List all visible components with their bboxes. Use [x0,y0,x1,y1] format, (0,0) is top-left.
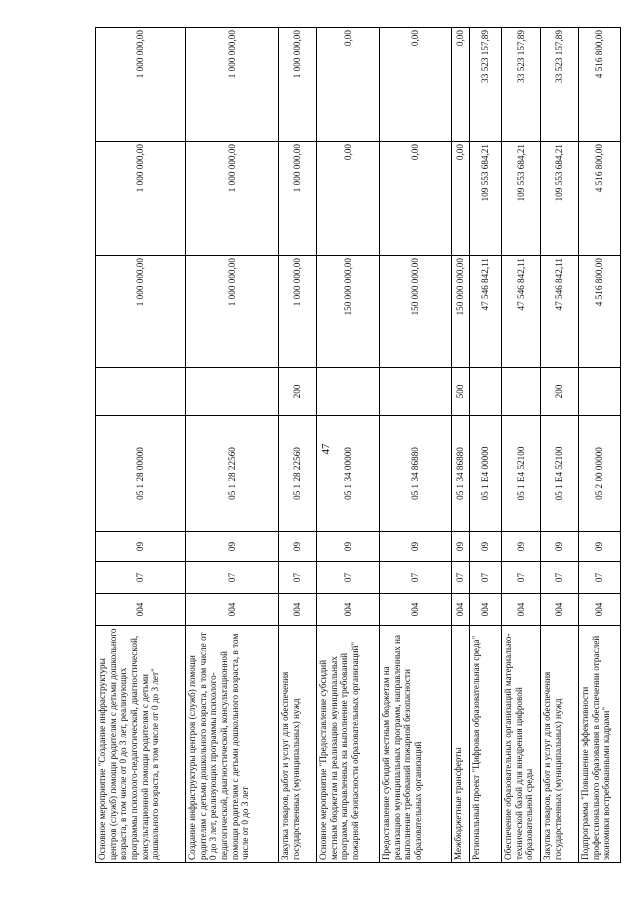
row-name: Межбюджетные трансферты [452,626,470,863]
cell-amount-year2: 0,00 [317,142,380,256]
cell-section: 07 [317,562,380,594]
cell-grbs: 004 [186,594,279,626]
cell-grbs: 004 [470,594,502,626]
cell-amount-year2: 109 553 684,21 [470,142,502,256]
cell-grbs: 004 [380,594,452,626]
cell-amount-year3: 33 523 157,89 [470,28,502,142]
table-row [279,28,317,863]
cell-amount-year2: 1 000 000,00 [186,142,279,256]
cell-grbs: 004 [579,594,621,626]
table-row [317,28,380,863]
cell-target-article: 05 1 E4 00000 [470,416,502,532]
cell-amount-year1: 47 546 842,11 [470,256,502,368]
cell-amount-year2: 4 516 800,00 [579,142,621,256]
cell-expense-type [186,368,279,416]
row-name: Основное мероприятие "Предоставление субсидий местным бюджетам на реализацию муниципальных программ, направленных на выполнение требований пожарной безопасности образовательных организаций" [317,626,380,863]
cell-expense-type [579,368,621,416]
table-row [452,28,470,863]
row-name: Закупка товаров, работ и услуг для обеспечения государственных (муниципальных) нужд [279,626,317,863]
cell-target-article: 05 1 34 86880 [380,416,452,532]
cell-subsection: 09 [380,532,452,562]
cell-amount-year1: 150 000 000,00 [317,256,380,368]
cell-grbs: 004 [452,594,470,626]
cell-subsection: 09 [317,532,380,562]
cell-amount-year3: 1 000 000,00 [96,28,186,142]
cell-amount-year3: 0,00 [380,28,452,142]
cell-amount-year1: 47 546 842,11 [541,256,579,368]
budget-table-rotated [95,28,612,863]
cell-amount-year3: 0,00 [317,28,380,142]
row-name: Подпрограмма "Повышение эффективности профессионального образования в обеспечении отраслей экономики востребованными кадрами" [579,626,621,863]
table-row [380,28,452,863]
table-row [186,28,279,863]
cell-target-article: 05 1 34 00000 [317,416,380,532]
row-name: Региональный проект "Цифровая образовательная среда" [470,626,502,863]
row-name: Закупка товаров, работ и услуг для обеспечения государственных (муниципальных) нужд [541,626,579,863]
cell-amount-year2: 1 000 000,00 [96,142,186,256]
cell-expense-type: 200 [279,368,317,416]
cell-amount-year2: 109 553 684,21 [502,142,541,256]
cell-amount-year2: 0,00 [380,142,452,256]
cell-section: 07 [579,562,621,594]
cell-subsection: 09 [186,532,279,562]
cell-expense-type [470,368,502,416]
cell-amount-year3: 1 000 000,00 [186,28,279,142]
row-name: Создание инфраструктуры центров (служб) помощи родителям с детьми дошкольного возраста, в том числе от 0 до 3 лет, реализующих программы психолого-педагогической, диагностической, консультационной помощи родителям с детьми дошкольного возраста, в том числе от 0 до 3 лет [186,626,279,863]
cell-section: 07 [541,562,579,594]
cell-target-article: 05 2 00 00000 [579,416,621,532]
cell-subsection: 09 [279,532,317,562]
cell-target-article: 05 1 28 22560 [186,416,279,532]
cell-target-article: 05 1 E4 52100 [541,416,579,532]
cell-section: 07 [380,562,452,594]
table-row [541,28,579,863]
cell-section: 07 [186,562,279,594]
cell-amount-year3: 33 523 157,89 [541,28,579,142]
cell-section: 07 [502,562,541,594]
table-row [470,28,502,863]
cell-target-article: 05 1 E4 52100 [502,416,541,532]
table-row [579,28,621,863]
cell-subsection: 09 [452,532,470,562]
cell-grbs: 004 [541,594,579,626]
cell-amount-year2: 0,00 [452,142,470,256]
cell-expense-type: 500 [452,368,470,416]
row-name: Основное мероприятие "Создание инфраструктуры центров (служб) помощи родителям с детьми дошкольного возраста, в том числе от 0 до 3 лет, реализующих программы психолого-педагогической, диагностической, консультационной помощи родителям с детьми дошкольного возраста, в том числе от 0 до 3 лет" [96,626,186,863]
cell-target-article: 05 1 34 86880 [452,416,470,532]
cell-section: 07 [452,562,470,594]
cell-target-article: 05 1 28 00000 [96,416,186,532]
cell-expense-type: 200 [541,368,579,416]
cell-grbs: 004 [279,594,317,626]
cell-grbs: 004 [502,594,541,626]
cell-amount-year3: 1 000 000,00 [279,28,317,142]
table-row [502,28,541,863]
cell-amount-year1: 4 516 800,00 [579,256,621,368]
cell-amount-year1: 150 000 000,00 [452,256,470,368]
cell-amount-year1: 1 000 000,00 [186,256,279,368]
cell-section: 07 [96,562,186,594]
cell-expense-type [96,368,186,416]
cell-amount-year1: 1 000 000,00 [279,256,317,368]
cell-amount-year1: 47 546 842,11 [502,256,541,368]
cell-grbs: 004 [317,594,380,626]
row-name: Предоставление субсидий местным бюджетам на реализацию муниципальных программ, направленных на выполнение требований пожарной безопасности образовательных организаций [380,626,452,863]
cell-amount-year2: 1 000 000,00 [279,142,317,256]
cell-amount-year1: 1 000 000,00 [96,256,186,368]
cell-amount-year3: 0,00 [452,28,470,142]
cell-section: 07 [470,562,502,594]
row-name: Обеспечение образовательных организаций материально-технической базой для внедрения цифровой образовательной среды [502,626,541,863]
cell-subsection: 09 [470,532,502,562]
cell-subsection: 09 [502,532,541,562]
cell-subsection: 09 [541,532,579,562]
cell-section: 07 [279,562,317,594]
cell-subsection: 09 [96,532,186,562]
cell-expense-type [317,368,380,416]
cell-subsection: 09 [579,532,621,562]
cell-grbs: 004 [96,594,186,626]
cell-expense-type [380,368,452,416]
page-number: 47 [320,443,332,455]
table-row [96,28,186,863]
budget-table [95,27,621,863]
cell-amount-year1: 150 000 000,00 [380,256,452,368]
cell-amount-year3: 33 523 157,89 [502,28,541,142]
cell-amount-year3: 4 516 800,00 [579,28,621,142]
cell-target-article: 05 1 28 22560 [279,416,317,532]
cell-amount-year2: 109 553 684,21 [541,142,579,256]
cell-expense-type [502,368,541,416]
